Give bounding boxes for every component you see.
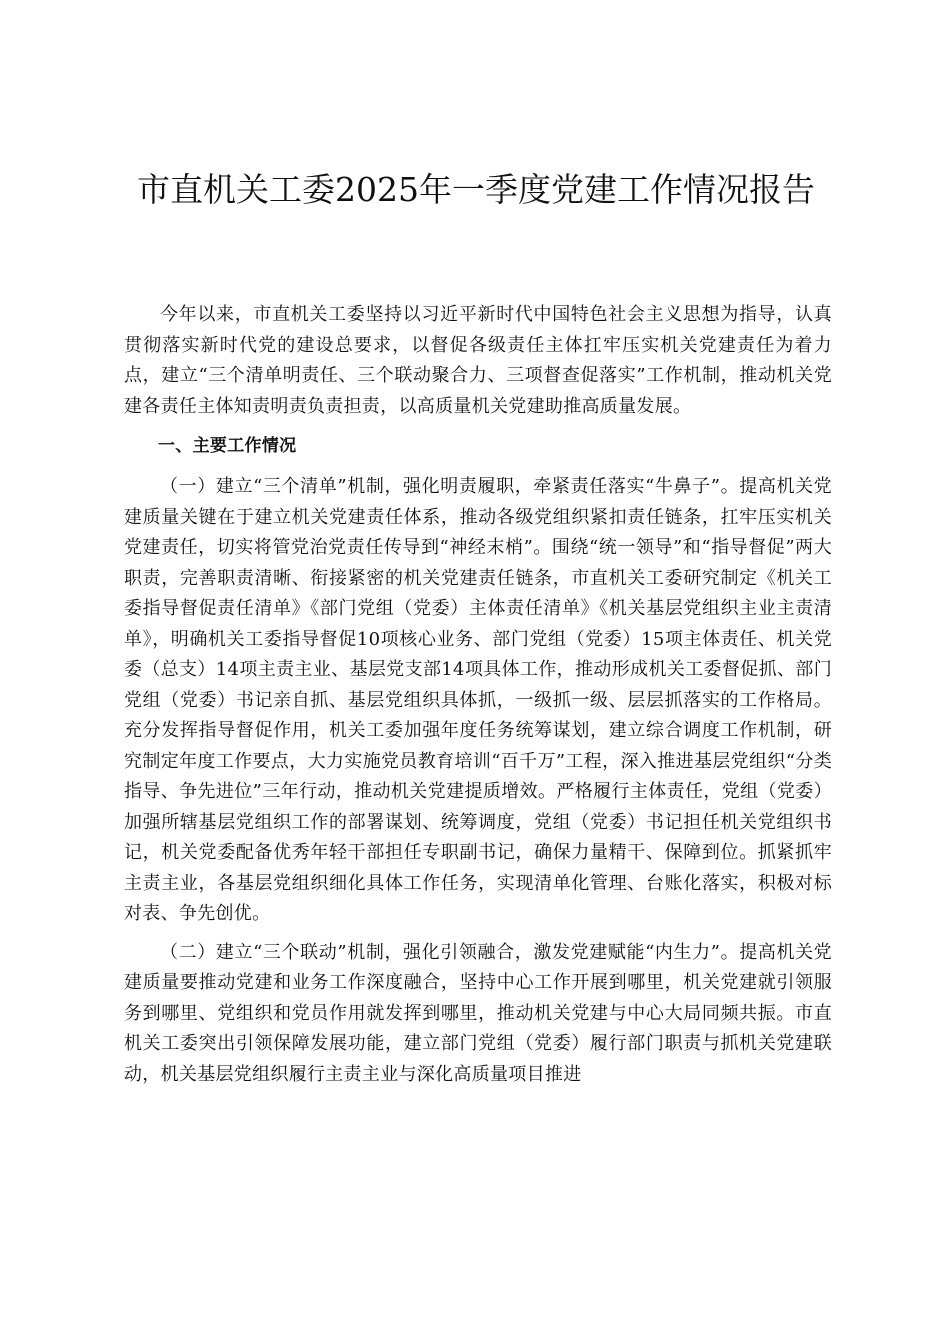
document-title: 市直机关工委2025年一季度党建工作情况报告	[137, 170, 815, 209]
section-paragraph-2: （二）建立“三个联动”机制，强化引领融合，激发党建赋能“内生力”。提高机关党建质量要推动党建和业务工作深度融合，坚持中心工作开展到哪里，机关党建就引领服务到哪里、党组织和党员作用就发挥到哪里，推动机关党建与中心大局同频共振。市直机关工委突出引领保障发展功能，建立部门党组（党委）履行部门职责与抓机关党建联动，机关基层党组织履行主责主业与深化高质量项目推进	[124, 941, 832, 1085]
section-paragraph-1: （一）建立“三个清单”机制，强化明责履职，牵紧责任落实“牛鼻子”。提高机关党建质量关键在于建立机关党建责任体系，推动各级党组织紧扣责任链条，扛牢压实机关党建责任，切实将管党治党责任传导到“神经末梢”。围绕“统一领导”和“指导督促”两大职责，完善职责清晰、衔接紧密的机关党建责任链条，市直机关工委研究制定《机关工委指导督促责任清单》《部门党组（党委）主体责任清单》《机关基层党组织主业主责清单》，明确机关工委指导督促10项核心业务、部门党组（党委）15项主体责任、机关党委（总支）14项主责主业、基层党支部14项具体工作，推动形成机关工委督促抓、部门党组（党委）书记亲自抓、基层党组织具体抓，一级抓一级、层层抓落实的工作格局。充分发挥指导督促作用，机关工委加强年度任务统筹谋划，建立综合调度工作机制，研究制定年度工作要点，大力实施党员教育培训“百千万”工程，深入推进基层党组织“分类指导、争先进位”三年行动，推动机关党建提质增效。严格履行主体责任，党组（党委）加强所辖基层党组织工作的部署谋划、统筹调度，党组（党委）书记担任机关党组织书记，机关党委配备优秀年轻干部担任专职副书记，确保力量精干、保障到位。抓紧抓牢主责主业，各基层党组织细化具体工作任务，实现清单化管理、台账化落实，积极对标对表、争先创优。	[124, 476, 832, 924]
document-body	[124, 300, 832, 1098]
intro-paragraph: 今年以来，市直机关工委坚持以习近平新时代中国特色社会主义思想为指导，认真贯彻落实新时代党的建设总要求，以督促各级责任主体扛牢压实机关党建责任为着力点，建立“三个清单明责任、三个联动聚合力、三项督查促落实”工作机制，推动机关党建各责任主体知责明责负责担责，以高质量机关党建助推高质量发展。	[124, 304, 832, 417]
section-heading: 一、主要工作情况	[158, 436, 297, 456]
